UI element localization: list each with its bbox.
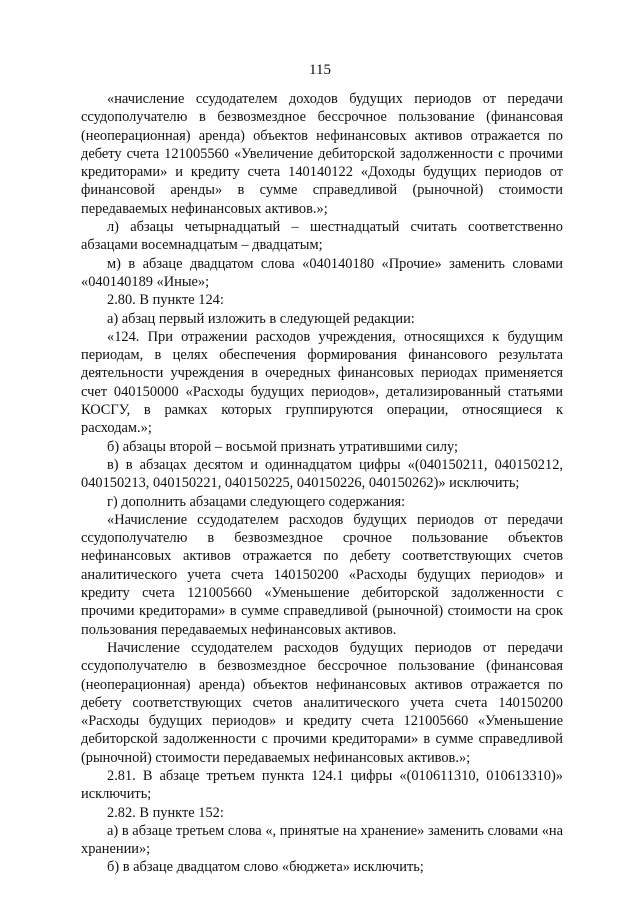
paragraph: б) в абзаце двадцатом слово «бюджета» исключить; bbox=[107, 859, 424, 876]
paragraph: «начисление ссудодателем доходов будущих периодов от передачи ссудополучателю в безвозмездное бессрочное пользование (финансовая (неоперационная) аренда) объектов нефинансовых активов отражается по дебету счета 121005560 «Увеличение дебиторской задолженности с прочими кредиторами» и кредиту счета 140140122 «Доходы будущих периодов от финансовой аренды» в сумме справедливой (рыночной) стоимости передаваемых нефинансовых активов.»; bbox=[81, 91, 563, 217]
paragraph: Начисление ссудодателем расходов будущих периодов от передачи ссудополучателю в безвозмездное бессрочное пользование (финансовая (неоперационная) аренда) объектов нефинансовых активов отражается по дебету соответствующих счетов аналитического учета счета 140150200 «Расходы будущих периодов» и кредиту счета 121005660 «Уменьшение дебиторской задолженности с прочими кредиторами» в сумме справедливой (рыночной) стоимости передаваемых нефинансовых активов.»; bbox=[81, 639, 563, 766]
paragraph: г) дополнить абзацами следующего содержания: bbox=[107, 493, 406, 510]
paragraph: в) в абзацах десятом и одиннадцатом цифры «(040150211, 040150212, 040150213, 040150221, 040150225, 040150226, 040150262)» исключить; bbox=[81, 456, 563, 492]
paragraph: «124. При отражении расходов учреждения, относящихся к будущим периодам, в целях обеспечения формирования финансового результата деятельности учреждения в очередных финансовых периодах применяется счет 040150000 «Расходы будущих периодов», детализированный статьями КОСГУ, в рамках которых группируются операции, относящиеся к расходам.»; bbox=[81, 328, 563, 437]
paragraph: а) в абзаце третьем слова «, принятые на хранение» заменить словами «на хранении»; bbox=[81, 822, 563, 858]
paragraph: 2.82. В пункте 152: bbox=[107, 804, 224, 821]
paragraph: б) абзацы второй – восьмой признать утратившими силу; bbox=[107, 438, 459, 455]
paragraph: 2.81. В абзаце третьем пункта 124.1 цифры «(010611310, 010613310)» исключить; bbox=[81, 767, 563, 803]
paragraph: «Начисление ссудодателем расходов будущих периодов от передачи ссудополучателю в безвозмездное срочное пользование объектов нефинансовых активов отражается по дебету соответствующих счетов аналитического учета счета 140150200 «Расходы будущих периодов» и кредиту счета 121005660 «Уменьшение дебиторской задолженности с прочими кредиторами» в сумме справедливой (рыночной) стоимости на срок пользования передаваемых нефинансовых активов. bbox=[81, 511, 563, 638]
paragraph: м) в абзаце двадцатом слова «040140180 «Прочие» заменить словами «040140189 «Иные»; bbox=[81, 255, 563, 290]
document-body bbox=[81, 90, 563, 877]
page-number: 115 bbox=[309, 62, 331, 78]
paragraph: л) абзацы четырнадцатый – шестнадцатый считать соответственно абзацами восемнадцатым – двадцатым; bbox=[81, 219, 563, 254]
paragraph: 2.80. В пункте 124: bbox=[107, 292, 224, 309]
paragraph: а) абзац первый изложить в следующей редакции: bbox=[107, 310, 415, 327]
